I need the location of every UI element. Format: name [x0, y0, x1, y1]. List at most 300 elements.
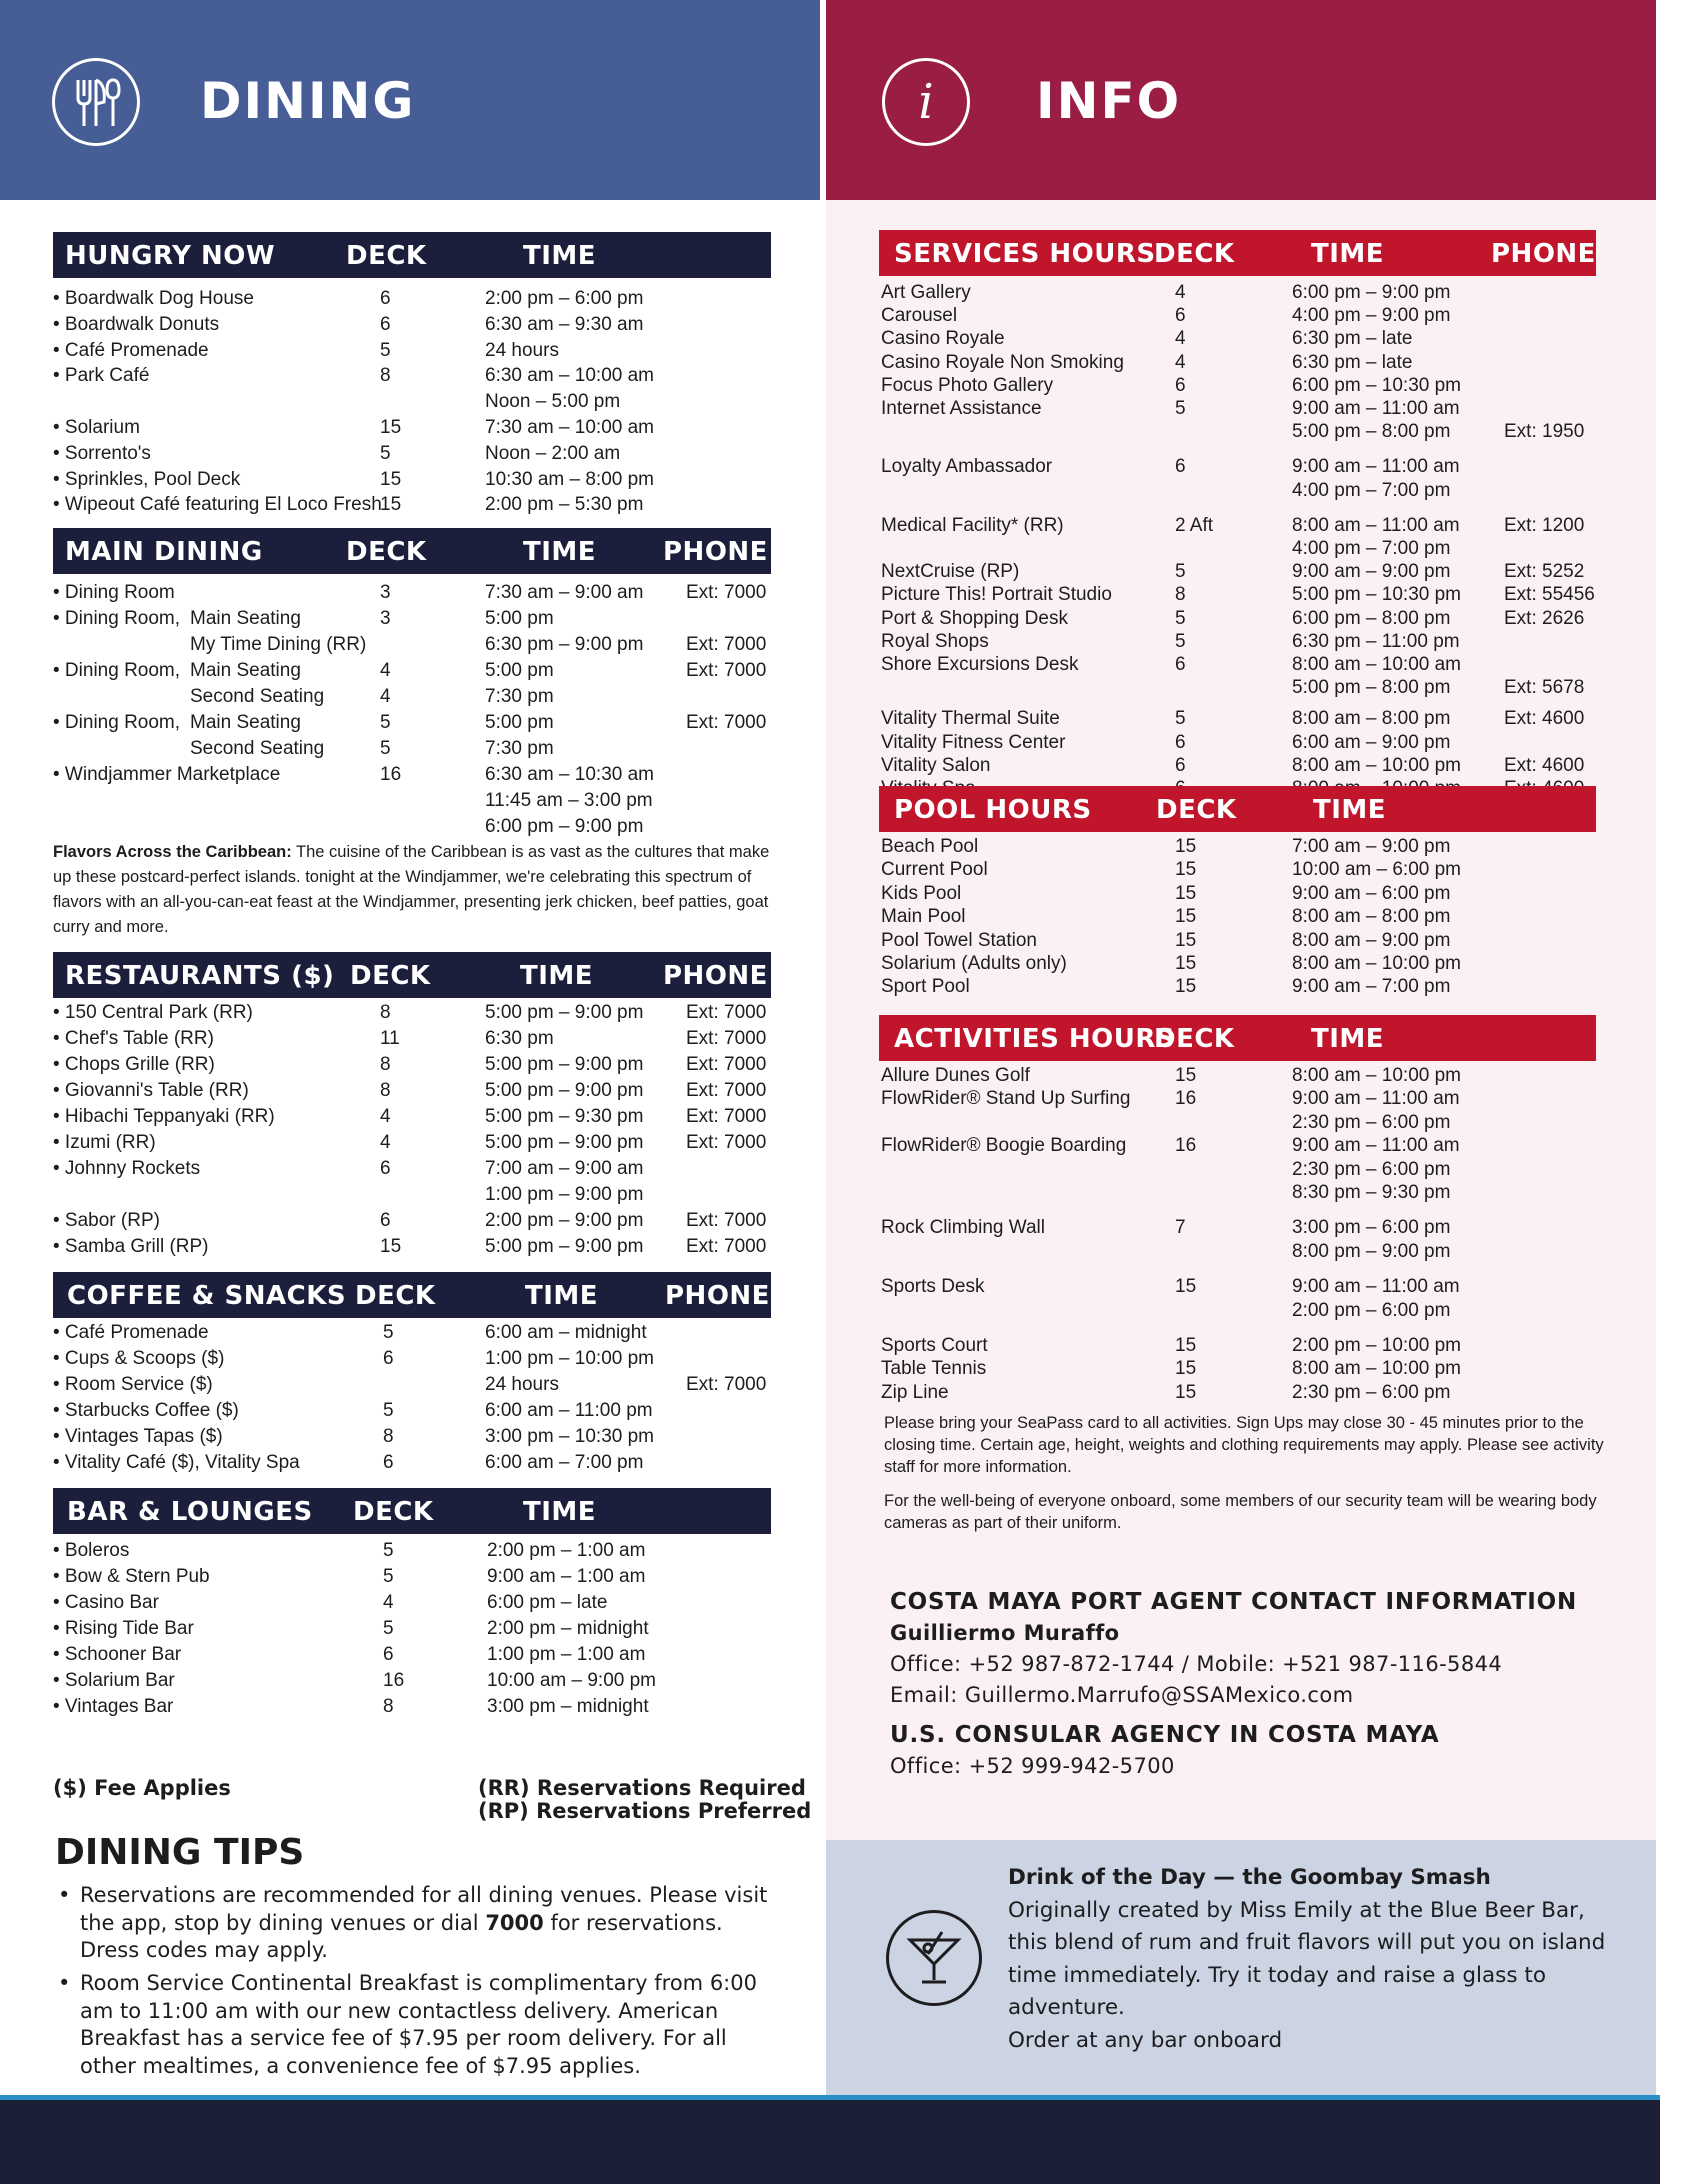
cell-deck: 15 [380, 468, 402, 490]
table-row [53, 790, 771, 816]
table-row [53, 1054, 771, 1080]
info-icon: i [882, 58, 970, 146]
cell-time: 2:00 pm – midnight [487, 1618, 649, 1639]
legend-rr: (RR) Reservations Required [478, 1776, 806, 1800]
cell-phone: Ext: 55456 [1504, 584, 1595, 606]
cocktail-icon [886, 1910, 982, 2006]
cell-phone: Ext: 7000 [686, 1374, 767, 1395]
cell-deck: 6 [383, 1452, 394, 1473]
table-row [53, 738, 771, 764]
cell-time: 2:30 pm – 6:00 pm [1292, 1381, 1451, 1403]
cell-name: NextCruise (RP) [881, 561, 1020, 583]
cell-name: FlowRider® Boogie Boarding [881, 1135, 1127, 1157]
cell-deck: 15 [380, 1236, 402, 1257]
cell-time: 5:00 pm – 9:00 pm [485, 1002, 644, 1023]
table-row [879, 561, 1596, 587]
activities-note-2: For the well-being of everyone onboard, some members of our security team will be wearing body cameras as part of their uniform. [884, 1492, 1597, 1532]
cell-deck: 5 [1175, 630, 1186, 652]
tip1-text-c: for reservations. Dress codes may apply. [80, 1910, 723, 1962]
cell-name: • Vintages Bar [53, 1696, 174, 1717]
cell-deck: 4 [383, 1592, 394, 1613]
table-row [53, 816, 771, 842]
cell-deck: 6 [1175, 456, 1186, 478]
table-row [879, 654, 1596, 680]
utensils-icon [52, 58, 140, 146]
cell-name: Focus Photo Gallery [881, 374, 1054, 396]
cell-time: 10:00 am – 6:00 pm [1292, 859, 1461, 881]
dining-tips-title: DINING TIPS [55, 1832, 305, 1873]
table-row [879, 538, 1596, 564]
table-row [879, 708, 1596, 734]
cell-phone: Ext: 7000 [686, 1210, 767, 1231]
table-row [879, 1135, 1596, 1161]
cell-time: 1:00 pm – 10:00 pm [485, 1348, 654, 1369]
cell-deck: 15 [380, 417, 402, 438]
cell-name: • Park Café [53, 365, 150, 387]
legend-fee: ($) Fee Applies [53, 1776, 231, 1800]
cell-deck: 15 [1175, 1381, 1197, 1403]
port-agent-contact [890, 1587, 1577, 1711]
cell-deck: 16 [1175, 1135, 1197, 1157]
col-deck: DECK [346, 241, 427, 271]
table-row [879, 953, 1596, 979]
cell-time: Noon – 5:00 pm [485, 391, 621, 413]
bar-lounges-table [53, 1488, 771, 1728]
cell-deck: 15 [1175, 953, 1197, 974]
table-row [879, 1065, 1596, 1091]
cell-time: 6:00 pm – 9:00 pm [1292, 282, 1451, 303]
consular-office: Office: +52 999-942-5700 [890, 1754, 1175, 1778]
cell-deck: 15 [1175, 1065, 1197, 1086]
table-row [53, 391, 771, 417]
dining-header [0, 0, 820, 200]
cell-time: 2:00 pm – 9:00 pm [485, 1210, 644, 1231]
cell-name: • Schooner Bar [53, 1644, 182, 1665]
table-row [879, 1241, 1596, 1267]
cell-name: • 150 Central Park (RR) [53, 1002, 253, 1023]
col-deck: DECK [346, 537, 427, 567]
cell-name: Shore Excursions Desk [881, 654, 1079, 675]
table-row [879, 305, 1596, 331]
cell-phone: Ext: 7000 [686, 1002, 767, 1023]
cell-deck: 4 [1175, 328, 1186, 350]
dining-title: DINING [200, 72, 416, 130]
legend-rp: (RP) Reservations Preferred [478, 1799, 812, 1823]
table-row [53, 608, 771, 634]
cell-phone: Ext: 1950 [1504, 421, 1585, 443]
cell-name: • Sorrento's [53, 442, 151, 464]
cell-name: Table Tennis [881, 1358, 987, 1380]
hungry-now-header [53, 232, 771, 278]
cell-deck: 6 [380, 288, 391, 309]
main-dining-header [53, 528, 771, 574]
cell-deck: 16 [380, 764, 402, 785]
cell-name: Current Pool [881, 859, 988, 881]
table-row [879, 677, 1596, 703]
table-row [879, 1300, 1596, 1326]
table-row [53, 1158, 771, 1184]
tip2-text: Room Service Continental Breakfast is complimentary from 6:00 am to 11:00 am with our new contactless delivery. American Breakfast has a service fee of $7.95 per room delivery. For all other mealtimes, a convenience fee of $7.95 applies. [80, 1971, 757, 2078]
cell-name: Kids Pool [881, 882, 962, 904]
table-row [879, 883, 1596, 909]
table-row [53, 469, 771, 495]
cell-phone: Ext: 5252 [1504, 561, 1585, 583]
table-row [879, 1335, 1596, 1361]
port-agent-title: COSTA MAYA PORT AGENT CONTACT INFORMATION [890, 1589, 1578, 1615]
cell-time: 8:00 am – 11:00 am [1292, 514, 1460, 536]
cell-sub: My Time Dining (RR) [190, 634, 367, 655]
table-row [879, 732, 1596, 758]
pool-hours-header [879, 786, 1596, 832]
cell-time: 9:00 am – 11:00 am [1292, 1088, 1460, 1110]
tip1-text-a: Reservations are recommended for all dining venues. Please visit the app, stop by dining venues or dial [80, 1883, 768, 1935]
table-row [53, 1618, 771, 1644]
cell-name: Casino Royale [881, 328, 1005, 350]
cell-deck: 16 [383, 1670, 405, 1691]
cell-deck: 5 [1175, 607, 1186, 629]
dining-tip-1 [58, 1882, 788, 1965]
cell-name: Carousel [881, 305, 958, 327]
cell-time: 6:00 am – 11:00 pm [485, 1400, 653, 1421]
cell-deck: 5 [380, 712, 391, 733]
table-row [53, 314, 771, 340]
cell-name: Picture This! Portrait Studio [881, 584, 1112, 606]
cell-phone: Ext: 7000 [686, 712, 767, 733]
table-row [879, 282, 1596, 308]
cell-name: Loyalty Ambassador [881, 456, 1053, 478]
table-row [879, 631, 1596, 657]
cell-phone: Ext: 7000 [686, 1028, 767, 1049]
cell-name: • Hibachi Teppanyaki (RR) [53, 1106, 275, 1127]
cell-time: 6:30 am – 10:00 am [485, 365, 654, 387]
table-row [53, 288, 771, 314]
cell-deck: 8 [380, 1080, 391, 1101]
services-hours-table [879, 230, 1596, 790]
cell-phone: Ext: 7000 [686, 1054, 767, 1075]
cell-name: • Sabor (RP) [53, 1210, 160, 1231]
table-row [53, 1644, 771, 1670]
cell-name: • Solarium Bar [53, 1670, 175, 1691]
table-row [53, 1566, 771, 1592]
cell-deck: 6 [380, 1210, 391, 1231]
cell-time: 5:00 pm – 8:00 pm [1292, 677, 1451, 699]
cell-time: 4:00 pm – 9:00 pm [1292, 305, 1451, 327]
table-row [879, 608, 1596, 634]
table-row [879, 930, 1596, 956]
table-row [53, 1028, 771, 1054]
cell-time: 9:00 am – 9:00 pm [1292, 561, 1451, 583]
cell-time: Noon – 2:00 am [485, 442, 621, 464]
cell-time: 6:00 pm – 9:00 pm [485, 816, 644, 837]
cell-name: Royal Shops [881, 630, 989, 652]
cell-name: Vitality Thermal Suite [881, 708, 1060, 730]
col-phone: PHONE [665, 1281, 770, 1311]
cell-deck: 6 [383, 1644, 394, 1665]
cell-time: 5:00 pm – 9:00 pm [485, 1080, 644, 1101]
info-header [826, 0, 1656, 200]
cell-time: 8:00 am – 8:00 pm [1292, 708, 1451, 730]
cell-time: 7:30 pm [485, 686, 554, 707]
cell-deck: 15 [1175, 1335, 1197, 1356]
cell-time: 4:00 pm – 7:00 pm [1292, 479, 1451, 501]
cell-name: • Vintages Tapas ($) [53, 1426, 223, 1447]
table-row [879, 1276, 1596, 1302]
bar-lounges-header [53, 1488, 771, 1534]
cell-name: • Casino Bar [53, 1592, 159, 1613]
table-row [53, 712, 771, 738]
cell-phone: Ext: 7000 [686, 1080, 767, 1101]
cell-time: 8:00 am – 10:00 am [1292, 654, 1461, 675]
cell-time: 5:00 pm – 10:30 pm [1292, 584, 1461, 606]
cell-time: 9:00 am – 11:00 am [1292, 398, 1460, 419]
table-row [53, 443, 771, 469]
col-name: MAIN DINING [65, 537, 263, 567]
cell-name: • Wipeout Café featuring El Loco Fresh [53, 494, 382, 516]
table-row [53, 660, 771, 686]
cell-time: 6:30 pm – late [1292, 328, 1413, 350]
services-hours-header [879, 230, 1596, 276]
table-row [879, 1159, 1596, 1185]
col-name: SERVICES HOURS [894, 239, 1156, 269]
cell-name: Allure Dunes Golf [881, 1065, 1030, 1086]
table-row [53, 417, 771, 443]
col-phone: PHONE [663, 961, 768, 991]
table-row [879, 976, 1596, 1002]
table-row [879, 398, 1596, 424]
table-row [53, 1132, 771, 1158]
table-row [879, 1112, 1596, 1138]
cell-deck: 6 [383, 1348, 394, 1369]
table-row [53, 582, 771, 608]
cell-deck: 5 [1175, 708, 1186, 730]
cell-deck: 4 [1175, 351, 1186, 373]
table-row [879, 1358, 1596, 1384]
flavors-text: The cuisine of the Caribbean is as vast as the cultures that make up these postcard-perfect islands. tonight at the Windjammer, we're celebrating this spectrum of flavors with an all-you-can-eat feast at the Windjammer, presenting jerk chicken, beef patties, goat curry and more. [53, 843, 770, 936]
cell-name: • Boardwalk Dog House [53, 288, 254, 309]
cell-deck: 8 [380, 1002, 391, 1023]
cell-phone: Ext: 7000 [686, 1132, 767, 1153]
activities-hours-table [879, 1015, 1596, 1415]
cell-time: 6:00 am – midnight [485, 1322, 647, 1343]
cell-time: 6:30 pm – 9:00 pm [485, 634, 644, 655]
flavors-title: Flavors Across the Caribbean: [53, 843, 292, 861]
cell-name: Medical Facility* (RR) [881, 514, 1064, 536]
cell-time: 5:00 pm – 9:00 pm [485, 1054, 644, 1075]
cell-name: • Cups & Scoops ($) [53, 1348, 225, 1369]
cell-name: • Bow & Stern Pub [53, 1566, 210, 1587]
table-row [53, 764, 771, 790]
cell-sub: Main Seating [190, 712, 301, 733]
cell-phone: Ext: 7000 [686, 660, 767, 681]
cell-deck: 4 [380, 686, 391, 707]
cell-deck: 5 [380, 442, 391, 464]
cell-time: 7:30 am – 9:00 am [485, 582, 644, 603]
cell-name: • Rising Tide Bar [53, 1618, 194, 1639]
cell-name: Zip Line [881, 1381, 949, 1403]
cell-name: Main Pool [881, 906, 966, 928]
cell-name: • Solarium [53, 417, 140, 438]
cell-time: 6:00 am – 9:00 pm [1292, 731, 1451, 753]
cell-time: 5:00 pm – 9:00 pm [485, 1132, 644, 1153]
table-row [879, 755, 1596, 781]
col-deck: DECK [355, 1281, 436, 1311]
cell-deck: 15 [1175, 976, 1197, 998]
cell-sub: Second Seating [190, 738, 325, 759]
cell-time: 6:00 pm – 8:00 pm [1292, 607, 1451, 629]
cell-time: 5:00 pm [485, 712, 554, 733]
cell-phone: Ext: 5678 [1504, 677, 1585, 699]
table-row [53, 1426, 771, 1452]
cell-time: 8:00 pm – 9:00 pm [1292, 1240, 1451, 1262]
cell-deck: 5 [383, 1566, 394, 1587]
cell-time: 9:00 am – 11:00 am [1292, 456, 1460, 478]
cell-time: 3:00 pm – 10:30 pm [485, 1426, 654, 1447]
cell-time: 2:30 pm – 6:00 pm [1292, 1111, 1451, 1133]
table-row [53, 1452, 771, 1478]
cell-time: 1:00 pm – 9:00 pm [485, 1184, 644, 1205]
cell-deck: 2 Aft [1175, 514, 1214, 536]
table-row [53, 634, 771, 660]
drink-title: Drink of the Day — the Goombay Smash [1008, 1865, 1491, 1890]
cell-time: 10:30 am – 8:00 pm [485, 468, 654, 490]
cell-deck: 15 [1175, 859, 1197, 881]
col-time: TIME [520, 961, 594, 991]
col-deck: DECK [1156, 795, 1237, 825]
cell-time: 6:00 pm – late [487, 1592, 608, 1613]
cell-name: Rock Climbing Wall [881, 1217, 1045, 1239]
cell-phone: Ext: 7000 [686, 634, 767, 655]
cell-phone: Ext: 2626 [1504, 607, 1585, 629]
cell-name: • Café Promenade [53, 339, 209, 361]
table-row [53, 1540, 771, 1566]
cell-name: • Sprinkles, Pool Deck [53, 468, 241, 490]
cell-deck: 5 [380, 339, 391, 361]
cell-deck: 15 [1175, 1276, 1197, 1298]
cell-time: 8:00 am – 10:00 pm [1292, 1358, 1461, 1380]
cell-time: 1:00 pm – 1:00 am [487, 1644, 646, 1665]
table-row [53, 1696, 771, 1722]
cell-name: • Windjammer Marketplace [53, 764, 281, 785]
cell-time: 5:00 pm – 9:30 pm [485, 1106, 644, 1127]
table-row [53, 1670, 771, 1696]
cell-name: Internet Assistance [881, 398, 1042, 419]
cell-name: • Dining Room, [53, 608, 181, 629]
cell-deck: 15 [1175, 1358, 1197, 1380]
cell-phone: Ext: 7000 [686, 1236, 767, 1257]
cell-deck: 8 [383, 1696, 394, 1717]
cell-time: 9:00 am – 6:00 pm [1292, 882, 1451, 904]
cell-name: • Boardwalk Donuts [53, 313, 220, 335]
cell-name: • Giovanni's Table (RR) [53, 1080, 249, 1101]
cell-deck: 8 [1175, 584, 1186, 606]
table-row [53, 1184, 771, 1210]
tip1-phone: 7000 [485, 1910, 544, 1935]
col-name: RESTAURANTS ($) [65, 961, 335, 991]
table-row [879, 421, 1596, 447]
table-row [53, 1592, 771, 1618]
cell-sub: Main Seating [190, 608, 301, 629]
cell-deck: 4 [380, 1106, 391, 1127]
cell-name: • Izumi (RR) [53, 1132, 156, 1153]
cell-name: Casino Royale Non Smoking [881, 351, 1124, 373]
drink-description: Originally created by Miss Emily at the Blue Beer Bar, this blend of rum and fruit flavors will put you on island time immediately. Try it today and raise a glass to adventure. [1008, 1897, 1606, 2020]
bullet-icon: • [58, 1971, 71, 1995]
cell-name: • Room Service ($) [53, 1374, 213, 1395]
cell-time: 2:30 pm – 6:00 pm [1292, 1158, 1451, 1180]
cell-phone: Ext: 7000 [686, 582, 767, 603]
cell-deck: 11 [380, 1028, 400, 1049]
cell-time: 5:00 pm [485, 660, 554, 681]
table-row [53, 1080, 771, 1106]
cell-time: 6:00 am – 7:00 pm [485, 1452, 644, 1473]
consular-contact [890, 1720, 1439, 1782]
cell-deck: 6 [380, 313, 391, 335]
table-row [879, 352, 1596, 378]
cell-time: 2:00 pm – 6:00 pm [485, 288, 644, 309]
footer-bar [0, 2100, 1660, 2184]
cell-time: 6:30 pm – late [1292, 351, 1413, 373]
col-phone: PHONE [1491, 239, 1596, 269]
cell-deck: 4 [380, 1132, 391, 1153]
table-row [53, 1400, 771, 1426]
cell-time: 2:00 pm – 6:00 pm [1292, 1299, 1451, 1321]
consular-title: U.S. CONSULAR AGENCY IN COSTA MAYA [890, 1722, 1440, 1748]
cell-time: 9:00 am – 11:00 am [1292, 1276, 1460, 1298]
cell-time: 6:30 pm – 11:00 pm [1292, 630, 1460, 652]
cell-name: • Chops Grille (RR) [53, 1054, 215, 1075]
cell-name: • Chef's Table (RR) [53, 1028, 214, 1049]
table-row [53, 1374, 771, 1400]
cell-name: Sports Court [881, 1335, 988, 1356]
table-row [879, 328, 1596, 354]
cell-time: 11:45 am – 3:00 pm [485, 790, 653, 811]
cell-deck: 15 [1175, 882, 1197, 904]
table-row [879, 480, 1596, 506]
col-time: TIME [1313, 795, 1387, 825]
cell-deck: 5 [1175, 398, 1186, 419]
table-row [53, 686, 771, 712]
cell-deck: 16 [1175, 1088, 1197, 1110]
col-time: TIME [523, 1497, 597, 1527]
cell-deck: 6 [1175, 654, 1186, 675]
cell-name: Pool Towel Station [881, 929, 1037, 951]
cell-deck: 15 [1175, 929, 1197, 951]
col-deck: DECK [350, 961, 431, 991]
restaurants-header [53, 952, 771, 998]
cell-name: Beach Pool [881, 836, 979, 857]
cell-deck: 5 [383, 1400, 394, 1421]
cell-name: Port & Shopping Desk [881, 607, 1068, 629]
bullet-icon: • [58, 1883, 71, 1907]
cell-time: 8:00 am – 10:00 pm [1292, 953, 1461, 974]
cell-name: • Dining Room, [53, 660, 181, 681]
table-row [53, 1322, 771, 1348]
cell-name: Art Gallery [881, 282, 971, 303]
table-row [879, 906, 1596, 932]
cell-name: • Dining Room, [53, 712, 181, 733]
table-row [879, 1088, 1596, 1114]
cell-deck: 5 [1175, 561, 1186, 583]
cell-deck: 8 [383, 1426, 394, 1447]
cell-sub: Second Seating [190, 686, 325, 707]
cell-time: 24 hours [485, 339, 559, 361]
cell-time: 6:30 pm [485, 1028, 554, 1049]
cell-name: • Vitality Café ($), Vitality Spa [53, 1452, 300, 1473]
cell-sub: Main Seating [190, 660, 301, 681]
drink-of-day [1008, 1862, 1628, 2057]
port-agent-name: Guilliermo Muraffo [890, 1621, 1120, 1645]
table-row [879, 836, 1596, 862]
